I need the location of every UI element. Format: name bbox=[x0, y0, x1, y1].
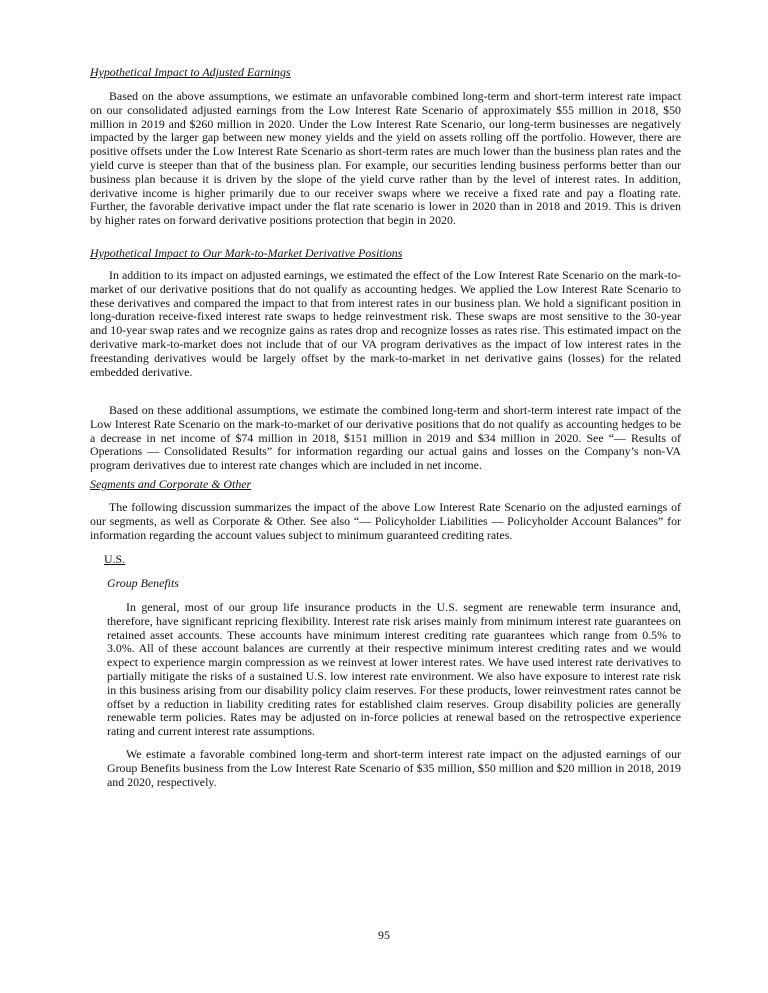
heading-group-benefits: Group Benefits bbox=[107, 576, 179, 590]
paragraph-additional-assumptions: Based on these additional assumptions, we estimate the combined long-term and short-term interest rate impact of the Low Interest Rate Scenario on the mark-to-market of our derivative positions that do not qualify as accounting hedges to be a decrease in net income of $74 million in 2018, $151 million in 2019 and $34 million in 2020. See “— Results of Operations — Consolidated Results” for information regarding our actual gains and losses on the Company’s non-VA program derivatives due to interest rate changes which are included in net income. bbox=[90, 403, 681, 473]
heading-us: U.S. bbox=[104, 552, 126, 566]
paragraph-segments: The following discussion summarizes the impact of the above Low Interest Rate Scenario on the adjusted earnings of our segments, as well as Corporate & Other. See also “— Policyholder Liabilities — Policyholder Account Balances” for information regarding the account values subject to minimum guaranteed crediting rates. bbox=[90, 500, 681, 542]
heading-mark-to-market: Hypothetical Impact to Our Mark-to-Market Derivative Positions bbox=[90, 246, 403, 260]
paragraph-mark-to-market: In addition to its impact on adjusted earnings, we estimated the effect of the Low Interest Rate Scenario on the mark-to-market of our derivative positions that do not qualify as accounting hedges. We applied the Low Interest Rate Scenario to these derivatives and compared the impact to that from interest rates in our business plan. We hold a significant position in long-duration receive-fixed interest rate swaps to hedge reinvestment risk. These swaps are most sensitive to the 30-year and 10-year swap rates and we recognize gains as rates drop and recognize losses as rates rise. This estimated impact on the derivative mark-to-market does not include that of our VA program derivatives as the impact of low interest rates in the freestanding derivatives would be largely offset by the mark-to-market in net derivative gains (losses) for the related embedded derivative. bbox=[90, 268, 681, 379]
paragraph-group-benefits-estimate: We estimate a favorable combined long-term and short-term interest rate impact on the adjusted earnings of our Group Benefits business from the Low Interest Rate Scenario of $35 million, $50 million and $20 million in 2018, 2019 and 2020, respectively. bbox=[107, 747, 681, 789]
page-number: 95 bbox=[378, 928, 390, 942]
heading-segments: Segments and Corporate & Other bbox=[90, 477, 252, 491]
heading-adjusted-earnings: Hypothetical Impact to Adjusted Earnings bbox=[90, 65, 291, 79]
paragraph-adjusted-earnings: Based on the above assumptions, we estimate an unfavorable combined long-term and short-term interest rate impact on our consolidated adjusted earnings from the Low Interest Rate Scenario of approximately $55 million in 2018, $50 million in 2019 and $260 million in 2020. Under the Low Interest Rate Scenario, our long-term businesses are negatively impacted by the larger gap between new money yields and the yield on assets rolling off the portfolio. However, there are positive offsets under the Low Interest Rate Scenario as short-term rates are much lower than the business plan rates and the yield curve is steeper than that of the business plan. For example, our securities lending business performs better than our business plan because it is driven by the slope of the yield curve rather than by the level of interest rates. In addition, derivative income is higher primarily due to our receiver swaps where we receive a fixed rate and pay a floating rate. Further, the favorable derivative impact under the flat rate scenario is lower in 2020 than in 2018 and 2019. This is driven by higher rates on forward derivative positions protection that begin in 2020. bbox=[90, 89, 681, 228]
paragraph-group-benefits: In general, most of our group life insurance products in the U.S. segment are renewable term insurance and, therefore, have significant repricing flexibility. Interest rate risk arises mainly from minimum interest rate guarantees on retained asset accounts. These accounts have minimum interest crediting rate guarantees which range from 0.5% to 3.0%. All of these account balances are currently at their respective minimum interest crediting rates and we would expect to experience margin compression as we reinvest at lower interest rates. We have used interest rate derivatives to partially mitigate the risks of a sustained U.S. low interest rate environment. We also have exposure to interest rate risk in this business arising from our disability policy claim reserves. For these products, lower reinvestment rates cannot be offset by a reduction in liability crediting rates for established claim reserves. Group disability policies are generally renewable term policies. Rates may be adjusted on in-force policies at renewal based on the retrospective experience rating and current interest rate assumptions. bbox=[107, 600, 681, 739]
